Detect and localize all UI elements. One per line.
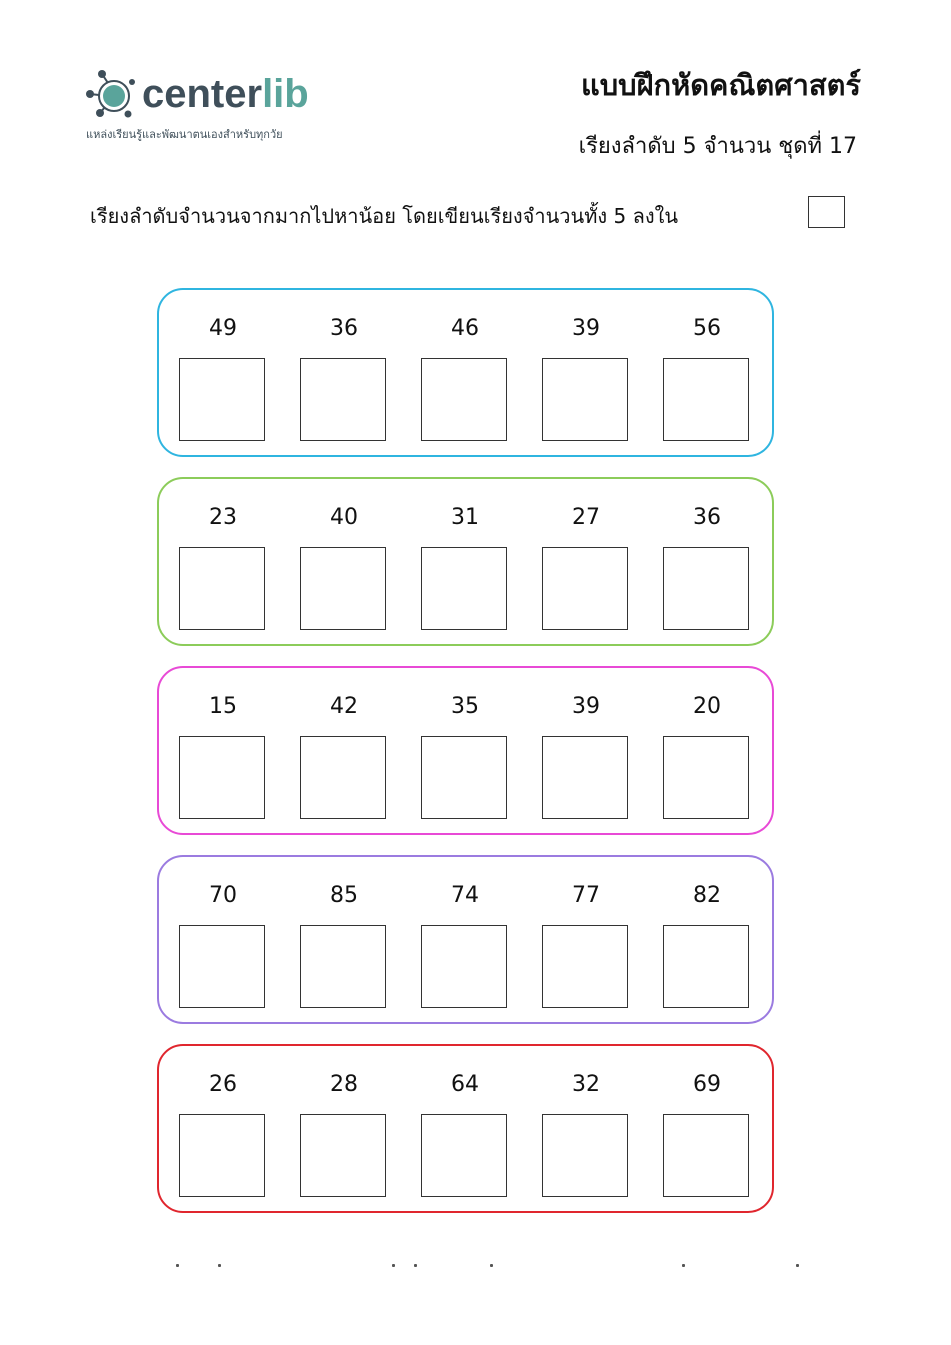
instruction-example-box	[808, 196, 845, 228]
given-number: 23	[209, 505, 237, 530]
answer-box[interactable]	[663, 1114, 749, 1197]
given-number: 15	[209, 694, 237, 719]
given-number: 85	[330, 883, 358, 908]
exercise-cell	[300, 290, 388, 459]
exercise-cell	[300, 668, 388, 837]
molecule-dots-icon	[84, 66, 140, 122]
given-number: 31	[451, 505, 479, 530]
page-subtitle: เรียงลำดับ 5 จำนวน ชุดที่ 17	[578, 134, 857, 159]
exercise-cell	[663, 479, 751, 648]
given-number: 49	[209, 316, 237, 341]
given-number: 39	[572, 316, 600, 341]
answer-box[interactable]	[663, 925, 749, 1008]
logo-wordmark	[142, 70, 309, 118]
given-number: 40	[330, 505, 358, 530]
answer-box[interactable]	[300, 1114, 386, 1197]
given-number: 26	[209, 1072, 237, 1097]
exercise-cell	[663, 290, 751, 459]
exercise-group-5	[157, 1044, 774, 1213]
exercise-cell	[179, 1046, 267, 1215]
exercise-cell	[542, 1046, 630, 1215]
given-number: 69	[693, 1072, 721, 1097]
given-number: 46	[451, 316, 479, 341]
answer-box[interactable]	[179, 547, 265, 630]
answer-box[interactable]	[542, 547, 628, 630]
exercise-cell	[542, 668, 630, 837]
given-number: 82	[693, 883, 721, 908]
exercise-cell	[179, 857, 267, 1026]
exercise-cell	[300, 1046, 388, 1215]
given-number: 64	[451, 1072, 479, 1097]
given-number: 39	[572, 694, 600, 719]
answer-box[interactable]	[542, 1114, 628, 1197]
cut-off-footer-marks	[170, 1264, 830, 1274]
given-number: 35	[451, 694, 479, 719]
exercise-cell	[542, 290, 630, 459]
exercise-group-1	[157, 288, 774, 457]
page-title: แบบฝึกหัดคณิตศาสตร์	[581, 68, 861, 102]
given-number: 56	[693, 316, 721, 341]
answer-box[interactable]	[663, 736, 749, 819]
answer-box[interactable]	[542, 736, 628, 819]
centerlib-logo	[84, 66, 344, 146]
exercise-cell	[542, 857, 630, 1026]
exercise-cell	[663, 1046, 751, 1215]
answer-box[interactable]	[421, 547, 507, 630]
exercise-group-2	[157, 477, 774, 646]
exercise-group-4	[157, 855, 774, 1024]
answer-box[interactable]	[542, 925, 628, 1008]
exercise-cell	[421, 290, 509, 459]
answer-box[interactable]	[300, 925, 386, 1008]
exercise-cell	[542, 479, 630, 648]
exercise-cell	[421, 1046, 509, 1215]
given-number: 74	[451, 883, 479, 908]
answer-box[interactable]	[179, 736, 265, 819]
given-number: 20	[693, 694, 721, 719]
answer-box[interactable]	[300, 547, 386, 630]
logo-tagline: แหล่งเรียนรู้และพัฒนาตนเองสำหรับทุกวัย	[86, 128, 283, 141]
answer-box[interactable]	[663, 358, 749, 441]
given-number: 36	[693, 505, 721, 530]
answer-box[interactable]	[421, 925, 507, 1008]
given-number: 36	[330, 316, 358, 341]
answer-box[interactable]	[542, 358, 628, 441]
exercise-cell	[300, 479, 388, 648]
exercise-cell	[179, 668, 267, 837]
exercise-cell	[421, 857, 509, 1026]
answer-box[interactable]	[421, 1114, 507, 1197]
exercise-group-3	[157, 666, 774, 835]
answer-box[interactable]	[179, 925, 265, 1008]
logo-word-accent: lib	[262, 72, 309, 116]
exercise-cell	[421, 668, 509, 837]
given-number: 28	[330, 1072, 358, 1097]
answer-box[interactable]	[421, 358, 507, 441]
given-number: 32	[572, 1072, 600, 1097]
given-number: 70	[209, 883, 237, 908]
given-number: 27	[572, 505, 600, 530]
answer-box[interactable]	[300, 358, 386, 441]
exercise-cell	[663, 668, 751, 837]
answer-box[interactable]	[421, 736, 507, 819]
answer-box[interactable]	[663, 547, 749, 630]
exercise-cell	[179, 479, 267, 648]
answer-box[interactable]	[179, 358, 265, 441]
exercise-cell	[300, 857, 388, 1026]
answer-box[interactable]	[300, 736, 386, 819]
instruction-text: เรียงลำดับจำนวนจากมากไปหาน้อย โดยเขียนเรียงจำนวนทั้ง 5 ลงใน	[90, 204, 679, 228]
exercise-groups	[157, 288, 774, 1233]
logo-word-main: center	[142, 72, 263, 116]
exercise-cell	[663, 857, 751, 1026]
exercise-cell	[421, 479, 509, 648]
exercise-cell	[179, 290, 267, 459]
given-number: 42	[330, 694, 358, 719]
answer-box[interactable]	[179, 1114, 265, 1197]
given-number: 77	[572, 883, 600, 908]
